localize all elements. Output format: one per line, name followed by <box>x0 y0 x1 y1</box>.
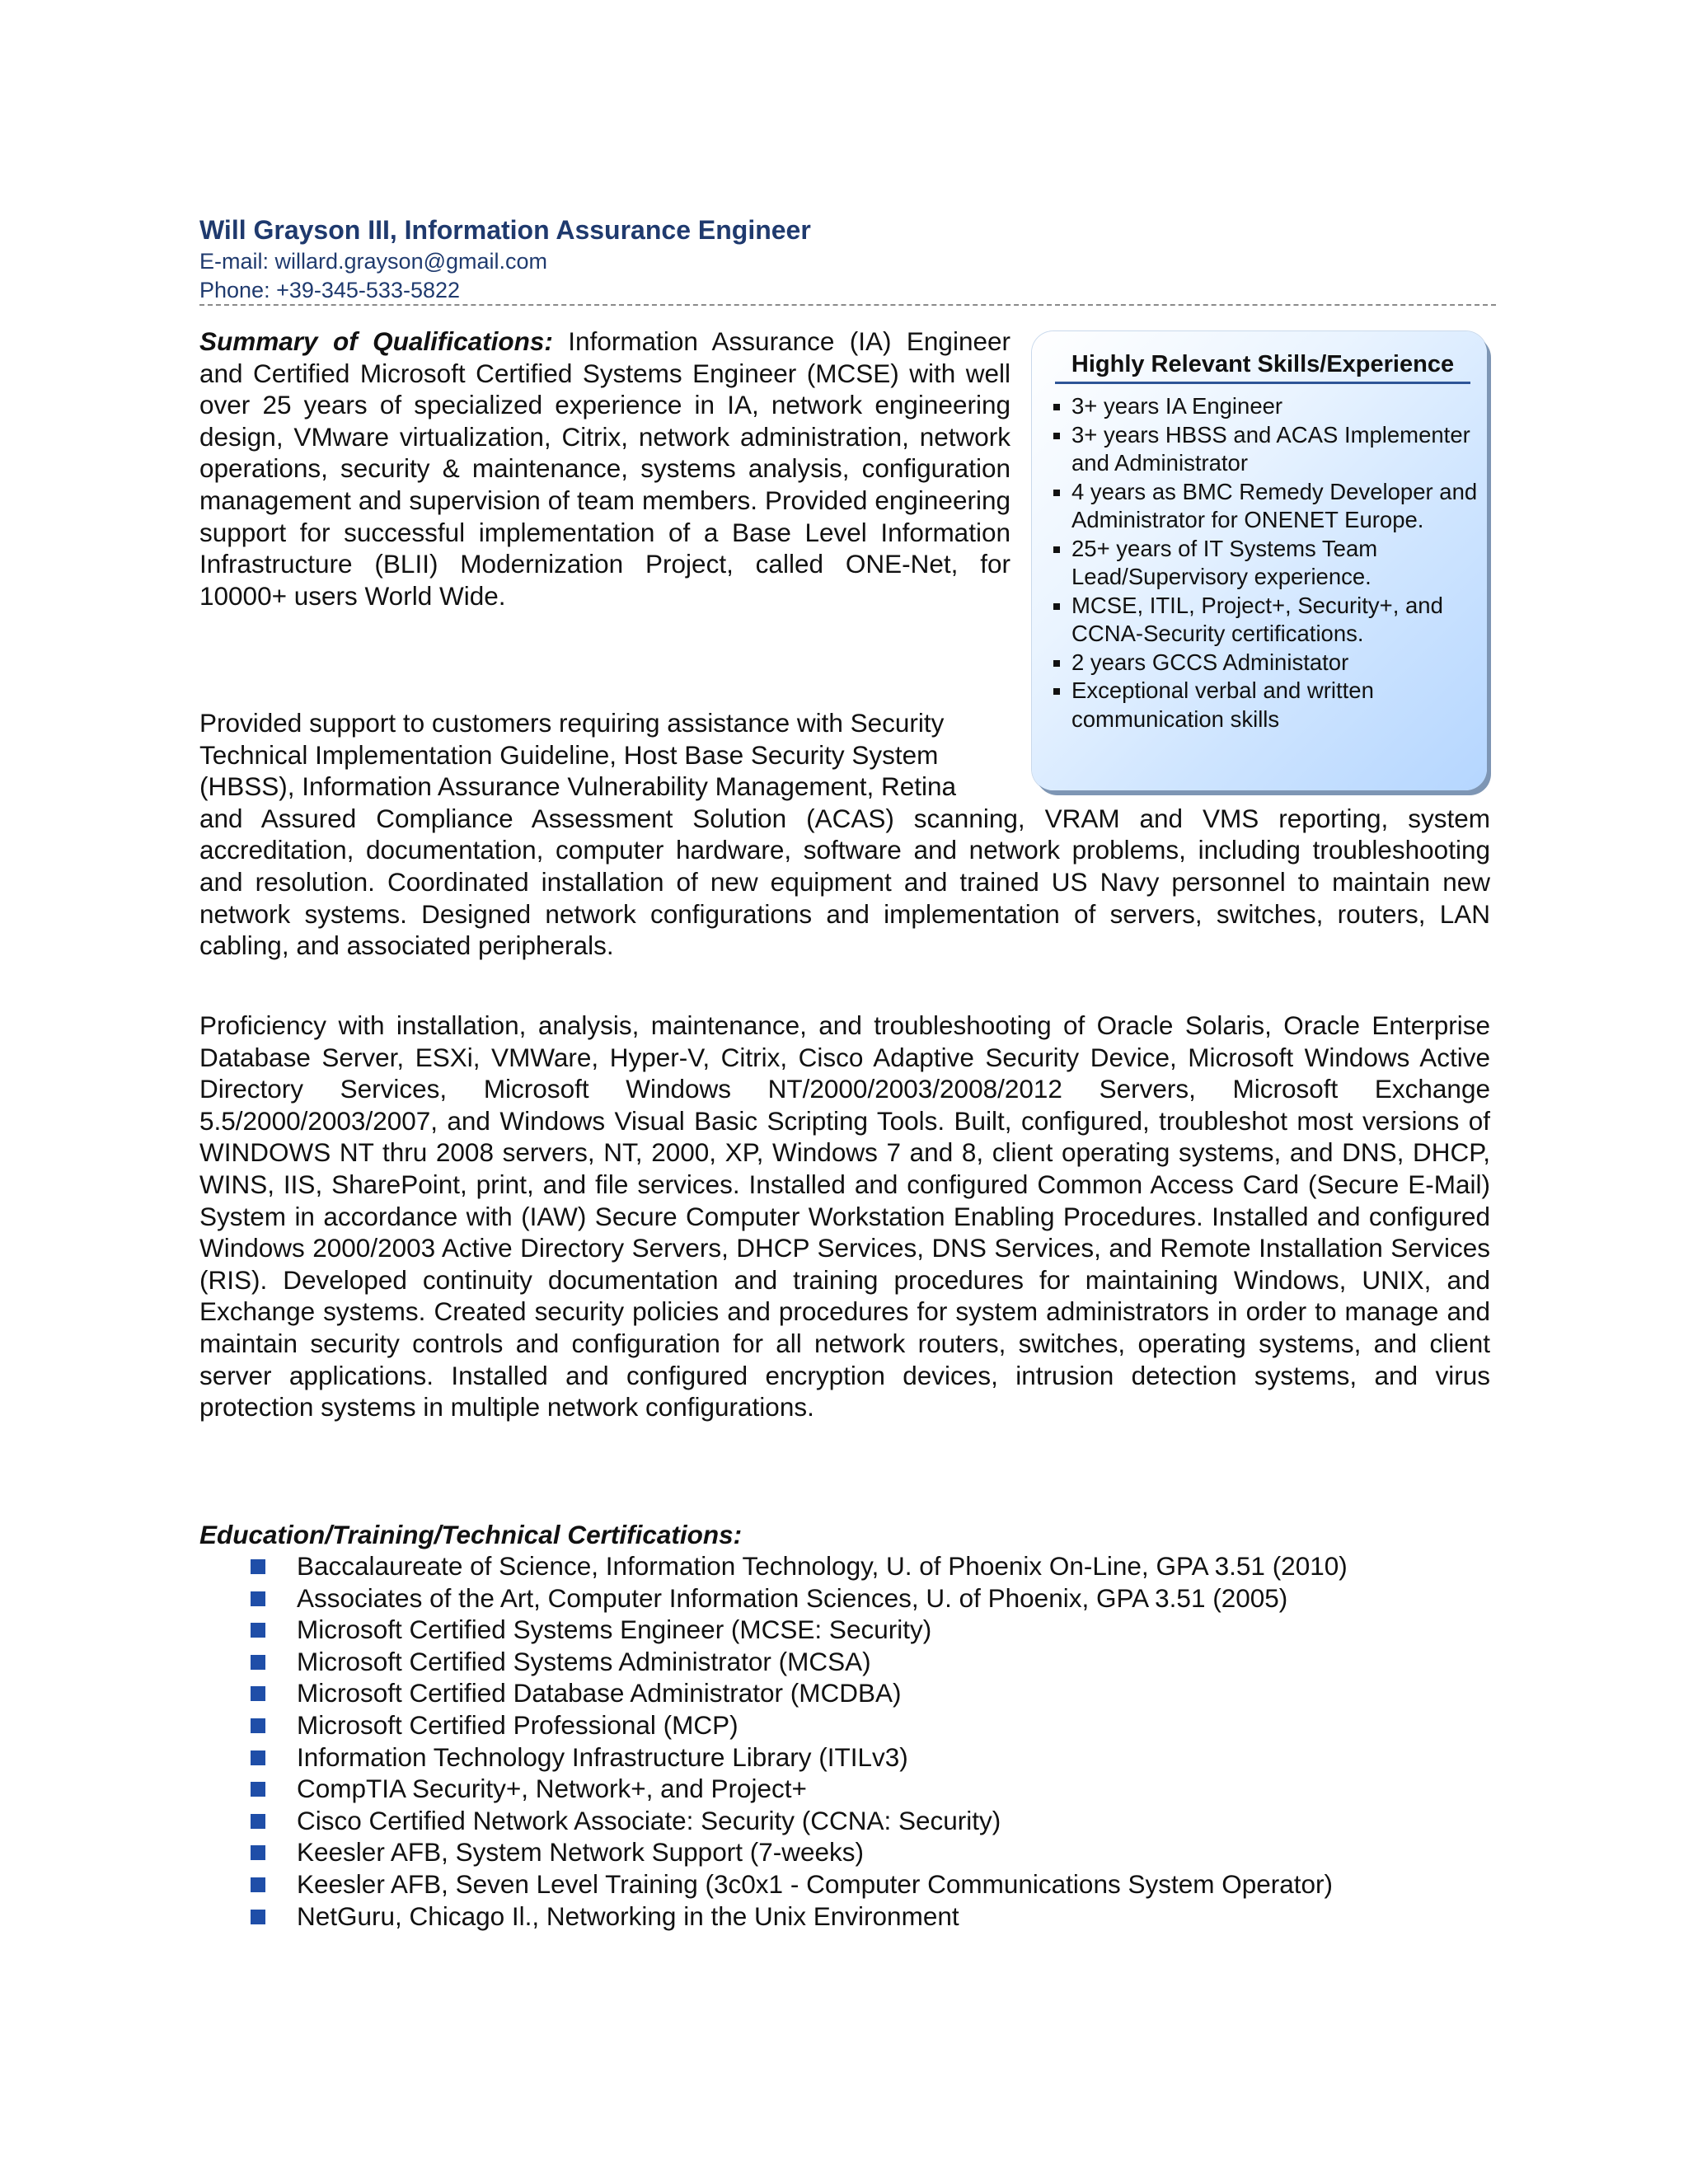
phone-text: Phone: +39-345-533-5822 <box>199 278 461 302</box>
square-bullet-icon <box>251 1559 265 1574</box>
square-bullet-icon <box>1053 546 1060 553</box>
education-list <box>249 1550 1485 1932</box>
square-bullet-icon <box>1053 660 1060 667</box>
square-bullet-icon <box>1053 603 1060 610</box>
square-bullet-icon <box>251 1814 265 1829</box>
support-text: and Assured Compliance Assessment Solution (ACAS) scanning, VRAM and VMS reporting, system accreditation, documentation, computer hardware, software and network problems, including troubleshooting and resolution. Coordinated installation of new equipment and trained US Navy personnel to maintain new network systems. Designed network configurations and implementation of servers, switches, routers, LAN cabling, and associated peripherals. <box>199 803 1490 961</box>
skills-title: Highly Relevant Skills/Experience <box>1055 351 1470 384</box>
support-line: Technical Implementation Guideline, Host Base Security System <box>199 739 939 770</box>
education-item: Microsoft Certified Professional (MCP) <box>249 1709 1485 1741</box>
education-item: Keesler AFB, Seven Level Training (3c0x1 - Computer Communications System Operator) <box>249 1868 1485 1900</box>
support-paragraph <box>199 707 1490 962</box>
name-title: Will Grayson III, Information Assurance Engineer <box>199 215 811 245</box>
skills-item: MCSE, ITIL, Project+, Security+, and CCNA-Security certifications. <box>1050 592 1479 649</box>
skills-item: 25+ years of IT Systems Team Lead/Supervisory experience. <box>1050 535 1479 592</box>
square-bullet-icon <box>1053 490 1060 496</box>
education-item: Microsoft Certified Systems Engineer (MCSE: Security) <box>249 1614 1485 1646</box>
skills-item: Exceptional verbal and written communication skills <box>1050 677 1479 733</box>
square-bullet-icon <box>251 1686 265 1701</box>
square-bullet-icon <box>251 1877 265 1892</box>
skills-item: 2 years GCCS Administator <box>1050 649 1479 677</box>
support-line: Provided support to customers requiring assistance with Security <box>199 708 945 738</box>
square-bullet-icon <box>251 1623 265 1638</box>
square-bullet-icon <box>251 1782 265 1797</box>
square-bullet-icon <box>1053 688 1060 695</box>
email-text: E-mail: willard.grayson@gmail.com <box>199 249 548 274</box>
education-item: Baccalaureate of Science, Information Technology, U. of Phoenix On-Line, GPA 3.51 (2010) <box>249 1550 1485 1582</box>
square-bullet-icon <box>251 1655 265 1670</box>
education-item: Keesler AFB, System Network Support (7-weeks) <box>249 1836 1485 1868</box>
square-bullet-icon <box>251 1910 265 1924</box>
square-bullet-icon <box>251 1718 265 1733</box>
education-item: CompTIA Security+, Network+, and Project+ <box>249 1773 1485 1805</box>
education-item: NetGuru, Chicago Il., Networking in the Unix Environment <box>249 1900 1485 1933</box>
skills-item: 4 years as BMC Remedy Developer and Administrator for ONENET Europe. <box>1050 478 1479 535</box>
education-title: Education/Training/Technical Certifications: <box>199 1520 743 1549</box>
header-divider <box>199 304 1496 306</box>
square-bullet-icon <box>251 1750 265 1765</box>
education-item: Information Technology Infrastructure Library (ITILv3) <box>249 1741 1485 1774</box>
support-line: (HBSS), Information Assurance Vulnerability Management, Retina <box>199 771 957 802</box>
education-item: Microsoft Certified Systems Administrator (MCSA) <box>249 1646 1485 1678</box>
summary-label: Summary of Qualifications: <box>199 326 553 356</box>
proficiency-paragraph: Proficiency with installation, analysis, maintenance, and troubleshooting of Oracle Solaris, Oracle Enterprise Database Server, ESXi, VMWare, Hyper-V, Citrix, Cisco Adaptive Security Device, Microsoft Windows Active Directory Services, Microsoft Windows NT/2000/2003/2008/2012 Servers, Microsoft Exchange 5.5/2000/2003/2007, and Windows Visual Basic Scripting Tools. Built, configured, troubleshot most versions of WINDOWS NT thru 2008 servers, NT, 2000, XP, Windows 7 and 8, client operating systems, and DNS, DHCP, WINS, IIS, SharePoint, print, and file services. Installed and configured Common Access Card (Secure E-Mail) System in accordance with (IAW) Secure Computer Workstation Enabling Procedures. Installed and configured Windows 2000/2003 Active Directory Servers, DHCP Services, DNS Services, and Remote Installation Services (RIS). Developed continuity documentation and training procedures for maintaining Windows, UNIX, and Exchange systems. Created security policies and procedures for system administrators in order to manage and maintain security controls and configuration for all network routers, switches, operating systems, and client server applications. Installed and configured encryption devices, intrusion detection systems, and virus protection systems in multiple network configurations. <box>199 1010 1490 1422</box>
square-bullet-icon <box>251 1591 265 1606</box>
square-bullet-icon <box>1053 404 1060 410</box>
skills-item: 3+ years IA Engineer <box>1050 392 1479 421</box>
square-bullet-icon <box>1053 433 1060 439</box>
square-bullet-icon <box>251 1845 265 1860</box>
skills-list <box>1050 392 1479 733</box>
skills-item: 3+ years HBSS and ACAS Implementer and Administrator <box>1050 421 1479 478</box>
education-item: Cisco Certified Network Associate: Security (CCNA: Security) <box>249 1805 1485 1837</box>
summary-paragraph <box>199 326 1010 612</box>
summary-text: Information Assurance (IA) Engineer and Certified Microsoft Certified Systems Engineer (MCSE) with well over 25 years of specialized experience in IA, network engineering design, VMware virtualization, Citrix, network administration, network operations, security & maintenance, systems analysis, configuration management and supervision of team members. Provided engineering support for successful implementation of a Base Level Information Infrastructure (BLII) Modernization Project, called ONE-Net, for 10000+ users World Wide. <box>199 326 1010 611</box>
education-item: Microsoft Certified Database Administrator (MCDBA) <box>249 1677 1485 1709</box>
education-item: Associates of the Art, Computer Information Sciences, U. of Phoenix, GPA 3.51 (2005) <box>249 1582 1485 1615</box>
resume-header <box>199 213 1495 305</box>
